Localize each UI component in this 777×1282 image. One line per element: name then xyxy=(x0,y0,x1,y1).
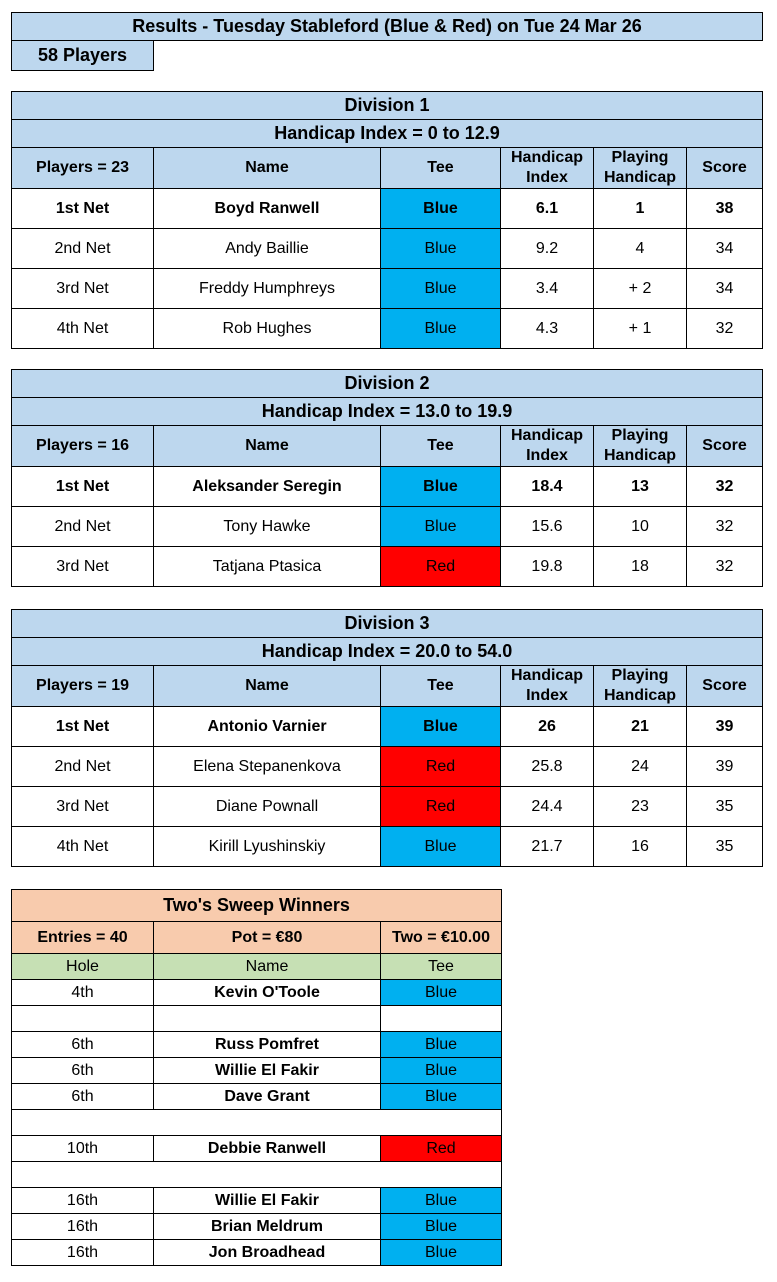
col-tee-header: Tee xyxy=(381,666,501,707)
sweep-row xyxy=(12,1084,502,1110)
sweep-row xyxy=(12,1032,502,1058)
result-place: 2nd Net xyxy=(12,229,154,269)
sweep-tee xyxy=(381,1006,502,1032)
division-players-count: Players = 19 xyxy=(12,666,154,707)
sweep-col-tee: Tee xyxy=(381,954,502,980)
player-name: Diane Pownall xyxy=(154,787,381,827)
sweep-hole xyxy=(12,1006,154,1032)
total-players: 58 Players xyxy=(12,41,154,71)
sweep-row xyxy=(12,1188,502,1214)
handicap-index: 24.4 xyxy=(501,787,594,827)
handicap-index: 4.3 xyxy=(501,309,594,349)
playing-handicap: 1 xyxy=(594,189,687,229)
tee-cell: Red xyxy=(381,747,501,787)
result-row xyxy=(12,787,763,827)
col-handicap-index-header xyxy=(501,666,594,707)
result-place: 3rd Net xyxy=(12,269,154,309)
division-title: Division 3 xyxy=(12,610,763,638)
sweep-empty-row xyxy=(12,1110,502,1136)
tee-cell: Blue xyxy=(381,507,501,547)
division-players-count: Players = 16 xyxy=(12,426,154,467)
result-row xyxy=(12,707,763,747)
sweep-tee: Blue xyxy=(381,1240,502,1266)
col-handicap-index-header-line2: Index xyxy=(526,687,568,704)
handicap-index: 9.2 xyxy=(501,229,594,269)
playing-handicap: + 2 xyxy=(594,269,687,309)
col-handicap-index-header xyxy=(501,148,594,189)
result-place: 3rd Net xyxy=(12,547,154,587)
result-place: 4th Net xyxy=(12,827,154,867)
score: 35 xyxy=(687,827,763,867)
score: 39 xyxy=(687,747,763,787)
col-score-header: Score xyxy=(687,666,763,707)
sweep-hole: 6th xyxy=(12,1032,154,1058)
col-playing-handicap-header-line1: Playing xyxy=(611,667,669,684)
sweep-tee: Blue xyxy=(381,1188,502,1214)
playing-handicap: 18 xyxy=(594,547,687,587)
sweep-row xyxy=(12,1136,502,1162)
tee-cell: Blue xyxy=(381,707,501,747)
result-row xyxy=(12,229,763,269)
sweep-hole: 6th xyxy=(12,1058,154,1084)
tee-cell: Blue xyxy=(381,189,501,229)
handicap-index: 18.4 xyxy=(501,467,594,507)
col-playing-handicap-header-line1: Playing xyxy=(611,149,669,166)
result-row xyxy=(12,467,763,507)
player-name: Elena Stepanenkova xyxy=(154,747,381,787)
players-count-table xyxy=(11,40,154,71)
sweep-winner-name xyxy=(154,1006,381,1032)
result-row xyxy=(12,269,763,309)
result-row xyxy=(12,507,763,547)
sweep-hole: 16th xyxy=(12,1240,154,1266)
player-name: Aleksander Seregin xyxy=(154,467,381,507)
playing-handicap: 4 xyxy=(594,229,687,269)
sweep-row xyxy=(12,1110,502,1136)
col-playing-handicap-header-line2: Handicap xyxy=(603,447,676,464)
playing-handicap: 13 xyxy=(594,467,687,507)
playing-handicap: 21 xyxy=(594,707,687,747)
division-players-count: Players = 23 xyxy=(12,148,154,189)
sweep-title: Two's Sweep Winners xyxy=(12,890,502,922)
result-place: 1st Net xyxy=(12,189,154,229)
col-tee-header: Tee xyxy=(381,148,501,189)
result-row xyxy=(12,309,763,349)
col-name-header: Name xyxy=(154,148,381,189)
col-playing-handicap-header xyxy=(594,426,687,467)
score: 34 xyxy=(687,269,763,309)
col-name-header: Name xyxy=(154,666,381,707)
sweep-row xyxy=(12,1006,502,1032)
handicap-index: 19.8 xyxy=(501,547,594,587)
sweep-pot: Pot = €80 xyxy=(154,922,381,954)
sweep-tee: Blue xyxy=(381,1084,502,1110)
division-table xyxy=(11,369,763,587)
division-table xyxy=(11,609,763,867)
sweep-winner-name: Dave Grant xyxy=(154,1084,381,1110)
tee-cell: Blue xyxy=(381,467,501,507)
result-place: 3rd Net xyxy=(12,787,154,827)
player-name: Antonio Varnier xyxy=(154,707,381,747)
sweep-entries: Entries = 40 xyxy=(12,922,154,954)
col-handicap-index-header-line2: Index xyxy=(526,447,568,464)
tee-cell: Blue xyxy=(381,269,501,309)
col-score-header: Score xyxy=(687,148,763,189)
result-place: 4th Net xyxy=(12,309,154,349)
playing-handicap: 10 xyxy=(594,507,687,547)
col-handicap-index-header-line2: Index xyxy=(526,169,568,186)
col-name-header: Name xyxy=(154,426,381,467)
division-range: Handicap Index = 13.0 to 19.9 xyxy=(12,398,763,426)
tee-cell: Red xyxy=(381,787,501,827)
sweep-hole: 6th xyxy=(12,1084,154,1110)
playing-handicap: 16 xyxy=(594,827,687,867)
twos-sweep-table xyxy=(11,889,502,1266)
division-range: Handicap Index = 0 to 12.9 xyxy=(12,120,763,148)
col-handicap-index-header-line1: Handicap xyxy=(510,427,583,444)
score: 32 xyxy=(687,507,763,547)
score: 35 xyxy=(687,787,763,827)
handicap-index: 26 xyxy=(501,707,594,747)
sweep-row xyxy=(12,1214,502,1240)
sweep-col-name: Name xyxy=(154,954,381,980)
sweep-winner-name: Jon Broadhead xyxy=(154,1240,381,1266)
score: 32 xyxy=(687,467,763,507)
result-row xyxy=(12,189,763,229)
handicap-index: 25.8 xyxy=(501,747,594,787)
col-playing-handicap-header-line1: Playing xyxy=(611,427,669,444)
tee-cell: Blue xyxy=(381,827,501,867)
sweep-col-hole: Hole xyxy=(12,954,154,980)
sweep-row xyxy=(12,980,502,1006)
sweep-tee: Red xyxy=(381,1136,502,1162)
player-name: Freddy Humphreys xyxy=(154,269,381,309)
tee-cell: Blue xyxy=(381,229,501,269)
col-playing-handicap-header-line2: Handicap xyxy=(603,169,676,186)
score: 39 xyxy=(687,707,763,747)
tee-cell: Blue xyxy=(381,309,501,349)
col-playing-handicap-header xyxy=(594,148,687,189)
score: 38 xyxy=(687,189,763,229)
sweep-row xyxy=(12,1240,502,1266)
sweep-winner-name: Brian Meldrum xyxy=(154,1214,381,1240)
sweep-row xyxy=(12,1058,502,1084)
sweep-hole: 16th xyxy=(12,1214,154,1240)
score: 32 xyxy=(687,547,763,587)
sweep-winner-name: Russ Pomfret xyxy=(154,1032,381,1058)
sweep-tee: Blue xyxy=(381,1058,502,1084)
result-row xyxy=(12,747,763,787)
division-range: Handicap Index = 20.0 to 54.0 xyxy=(12,638,763,666)
sweep-tee: Blue xyxy=(381,980,502,1006)
division-title: Division 2 xyxy=(12,370,763,398)
col-handicap-index-header-line1: Handicap xyxy=(510,667,583,684)
player-name: Rob Hughes xyxy=(154,309,381,349)
sweep-two-value: Two = €10.00 xyxy=(381,922,502,954)
player-name: Tony Hawke xyxy=(154,507,381,547)
sweep-hole: 10th xyxy=(12,1136,154,1162)
result-place: 1st Net xyxy=(12,707,154,747)
player-name: Kirill Lyushinskiy xyxy=(154,827,381,867)
col-score-header: Score xyxy=(687,426,763,467)
sweep-tee: Blue xyxy=(381,1214,502,1240)
player-name: Boyd Ranwell xyxy=(154,189,381,229)
handicap-index: 15.6 xyxy=(501,507,594,547)
playing-handicap: 24 xyxy=(594,747,687,787)
playing-handicap: + 1 xyxy=(594,309,687,349)
result-place: 1st Net xyxy=(12,467,154,507)
handicap-index: 3.4 xyxy=(501,269,594,309)
division-title: Division 1 xyxy=(12,92,763,120)
sweep-row xyxy=(12,1162,502,1188)
results-title-table xyxy=(11,12,763,41)
col-handicap-index-header xyxy=(501,426,594,467)
score: 34 xyxy=(687,229,763,269)
result-row xyxy=(12,827,763,867)
result-place: 2nd Net xyxy=(12,747,154,787)
division-table xyxy=(11,91,763,349)
result-row xyxy=(12,547,763,587)
handicap-index: 6.1 xyxy=(501,189,594,229)
col-tee-header: Tee xyxy=(381,426,501,467)
player-name: Tatjana Ptasica xyxy=(154,547,381,587)
sweep-winner-name: Willie El Fakir xyxy=(154,1188,381,1214)
col-playing-handicap-header-line2: Handicap xyxy=(603,687,676,704)
sweep-winner-name: Willie El Fakir xyxy=(154,1058,381,1084)
sweep-winner-name: Debbie Ranwell xyxy=(154,1136,381,1162)
col-playing-handicap-header xyxy=(594,666,687,707)
handicap-index: 21.7 xyxy=(501,827,594,867)
sweep-tee: Blue xyxy=(381,1032,502,1058)
results-title: Results - Tuesday Stableford (Blue & Red) on Tue 24 Mar 26 xyxy=(12,13,763,41)
player-name: Andy Baillie xyxy=(154,229,381,269)
playing-handicap: 23 xyxy=(594,787,687,827)
sweep-hole: 16th xyxy=(12,1188,154,1214)
sweep-hole: 4th xyxy=(12,980,154,1006)
tee-cell: Red xyxy=(381,547,501,587)
sweep-winner-name: Kevin O'Toole xyxy=(154,980,381,1006)
result-place: 2nd Net xyxy=(12,507,154,547)
sweep-empty-row xyxy=(12,1162,502,1188)
score: 32 xyxy=(687,309,763,349)
col-handicap-index-header-line1: Handicap xyxy=(510,149,583,166)
